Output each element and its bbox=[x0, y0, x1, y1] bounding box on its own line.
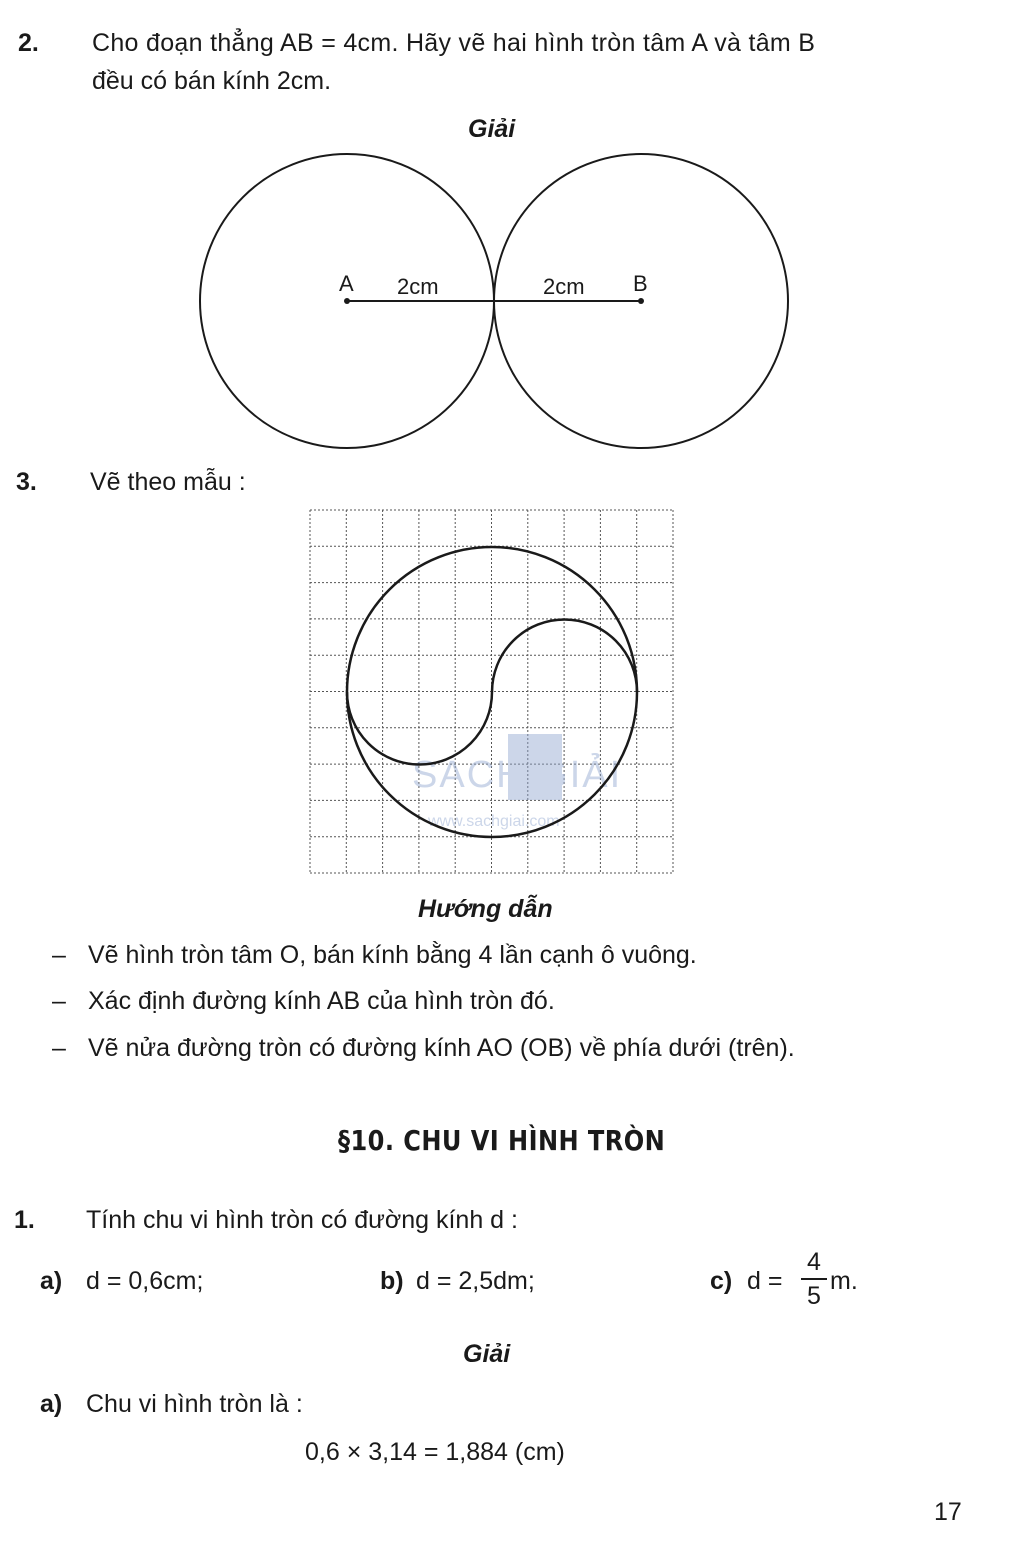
exercise-1-prompt: Tính chu vi hình tròn có đường kính d : bbox=[86, 1206, 518, 1234]
radius-label-left: 2cm bbox=[397, 274, 439, 299]
part-c-fraction bbox=[801, 1248, 827, 1310]
exercise-1-number: 1. bbox=[14, 1206, 35, 1234]
fraction-numerator: 4 bbox=[807, 1248, 821, 1276]
fraction-denominator: 5 bbox=[807, 1282, 821, 1310]
guide-dash-1: – bbox=[52, 941, 66, 969]
exercise-3-guide-heading: Hướng dẫn bbox=[418, 895, 553, 923]
part-b-text: d = 2,5dm; bbox=[416, 1267, 535, 1295]
watermark-url: www.sachgiai.com bbox=[428, 813, 560, 830]
part-c-label: c) bbox=[710, 1267, 733, 1295]
exercise-3-prompt: Vẽ theo mẫu : bbox=[90, 468, 246, 496]
radius-label-right: 2cm bbox=[543, 274, 585, 299]
point-b bbox=[638, 298, 644, 304]
answer-a-text: Chu vi hình tròn là : bbox=[86, 1390, 303, 1418]
exercise-3-number: 3. bbox=[16, 468, 37, 496]
exercise-2-solution-heading: Giải bbox=[468, 115, 516, 143]
part-a-text: d = 0,6cm; bbox=[86, 1267, 204, 1295]
section-title: §10. CHU VI HÌNH TRÒN bbox=[338, 1124, 666, 1157]
answer-a-label: a) bbox=[40, 1390, 63, 1418]
guide-item-2: Xác định đường kính AB của hình tròn đó. bbox=[88, 987, 555, 1015]
exercise-1-solution-heading: Giải bbox=[463, 1340, 511, 1368]
guide-item-1: Vẽ hình tròn tâm O, bán kính bằng 4 lần cạnh ô vuông. bbox=[88, 941, 697, 969]
label-a: A bbox=[339, 271, 354, 296]
page-number: 17 bbox=[934, 1498, 962, 1526]
part-a-label: a) bbox=[40, 1267, 63, 1295]
label-b: B bbox=[633, 271, 648, 296]
part-b-label: b) bbox=[380, 1267, 404, 1295]
part-c-text-before: d = bbox=[747, 1267, 783, 1295]
part-c-text-after: m. bbox=[830, 1267, 858, 1295]
watermark bbox=[412, 734, 622, 830]
guide-dash-3: – bbox=[52, 1034, 66, 1062]
point-a bbox=[344, 298, 350, 304]
fraction-bar bbox=[801, 1278, 827, 1280]
answer-a-calculation: 0,6 × 3,14 = 1,884 (cm) bbox=[305, 1438, 565, 1466]
two-circles-figure bbox=[0, 0, 1024, 470]
guide-dash-2: – bbox=[52, 987, 66, 1015]
exercise-2-text-line1: Cho đoạn thẳng AB = 4cm. Hãy vẽ hai hình tròn tâm A và tâm B bbox=[92, 29, 816, 57]
guide-item-3: Vẽ nửa đường tròn có đường kính AO (OB) về phía dưới (trên). bbox=[88, 1034, 795, 1062]
watermark-brand: SÁCH GIẢI bbox=[412, 754, 623, 796]
exercise-2-text-line2: đều có bán kính 2cm. bbox=[92, 67, 332, 95]
yin-yang-grid-figure bbox=[308, 506, 678, 874]
exercise-2-number: 2. bbox=[18, 29, 39, 57]
